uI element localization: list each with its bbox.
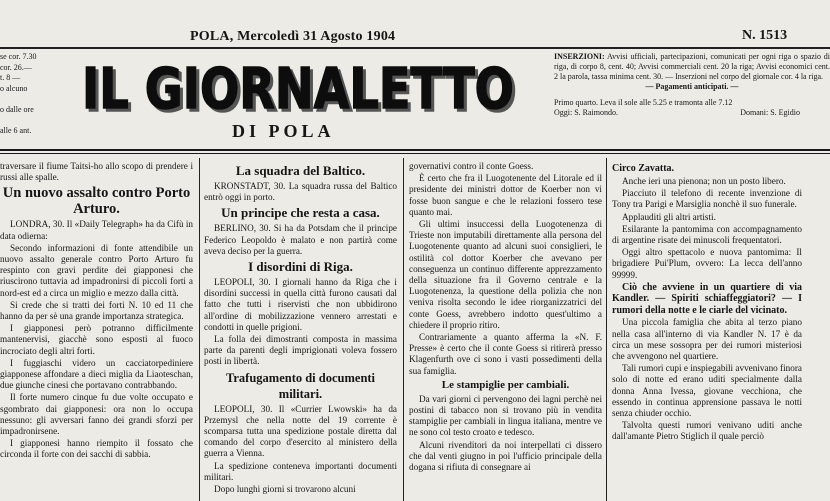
header-rule-thin (0, 153, 830, 154)
article-headline: La squadra del Baltico. (235, 163, 366, 178)
top-rule (0, 47, 830, 49)
column-2 (204, 161, 397, 501)
article-text: La folla dei dimostranti composta in massima parte da parenti degli imprigionati voleva fossero posti in libertà. (204, 334, 397, 367)
article-text: Gli ultimi insuccessi della Luogotenenza di Trieste non imputabili direttamente alla persona del Luogotenente quanto ad alcuni suoi consiglieri, le ostilità col dottor Koerber che avevano per conseguenza un continuo differente apprezzamento della situazione fra il Governo centrale e la Luogotenenza, la questione della polizia che non veniva risolta secondo le idee riorganizzatrici del conte Goess, avrebbero indotto quest'ultimo a chiedere il proprio ritiro. (409, 219, 602, 330)
article-text: I giapponesi hanno riempito il fossato che circonda il forte con dei sacchi di sabbia. (0, 438, 193, 460)
ads-payment: — Pagamenti anticipati. — (645, 82, 739, 91)
article-text: Contrariamente a quanto afferma la «N. F. Presse» è certo che il conte Goess si ritirerà presso Klagenfurth ove ci sono i vasti possedimenti della sua famiglia. (409, 332, 602, 376)
masthead-title (80, 56, 520, 116)
article-text: È certo che fra il Luogotenente del Litorale ed il presidente dei ministri dottor de Koerber non vi fosse buon sangue e che le relazioni fossero tese quanto mai. (409, 173, 602, 217)
almanac (554, 98, 830, 118)
article-text: Secondo informazioni di fonte attendibile un nuovo assalto generale contro Porto Arturo fu respinto con gravi perdite dei giapponesi che riuscirono tuttavia ad impadronirsi di piccoli forti a nord-est ed a circa un miglio e mezzo dalla città. (0, 242, 193, 298)
subscription-line: o alcuno (0, 83, 28, 93)
article-headline: Un nuovo assalto contro Porto Arturo. (2, 185, 191, 218)
ads-box (554, 52, 830, 118)
ads-text (554, 52, 830, 82)
subscription-line (0, 94, 62, 105)
article-text: BERLINO, 30. Si ha da Potsdam che il principe Federico Leopoldo è malato e non partirà come aveva deciso per la guerra. (204, 223, 397, 256)
article-text: Piacciuto il telefono di recente invenzione di Tony tra Parigi e Marsiglia nonchè il suo funerale. (612, 188, 802, 210)
ads-body: Avvisi ufficiali, partecipazioni, comunicati per ogni riga o spazio di riga, di corpo 8, cent. 40; Avvisi commerciali cent. 20 la riga; Avvisi economici cent. 2 la parola, tassa minima cent. 30. — Inserzioni nel corpo del giornale cor. 4 la riga. (554, 52, 830, 81)
article-text: Si crede che si tratti dei forti N. 10 ed 11 che hanno da per sè una grande importanza strategica. (0, 299, 193, 322)
article-text: Il forte numero cinque fu due volte occupato e sgombrato dai giapponesi: ora non lo occupa nessuno: gli avversari fanno dei grandi sforzi per impadronirsene. (0, 392, 193, 437)
subscription-line: cor. 26.— (0, 62, 32, 72)
article-text: Anche ieri una pienona; non un posto libero. (622, 176, 786, 186)
saint-tomorrow: Domani: S. Egidio (740, 108, 800, 117)
article-headline: I disordini di Riga. (248, 259, 353, 275)
article-headline: Trafugamento di documenti militari. (225, 370, 376, 401)
column-rule (606, 158, 607, 501)
article-text: LEOPOLI, 30. I giornali hanno da Riga che i disordini successi in quella città furono causati dal fatto che tutti i riservisti che non ubbidirono all'ordine di mobilizzazione vennero arrestati e condotti in quelle prigioni. (204, 277, 397, 332)
article-text: governativi contro il conte Goess. (409, 161, 534, 171)
header-rule (0, 149, 830, 151)
article-text: Applauditi gli altri artisti. (622, 211, 716, 222)
article-text: Tali rumori cupi e inspiegabili avvenivano finora solo di notte ed erano uditi specialmente dalla donna Anna Ivessa, giovane vecchiona, che essendo in continua apprensione passava le notti senza chiuder occhio. (612, 363, 802, 418)
article-text: Esilarante la pantomima con accompagnamento di argentine risate dei minuscoli frequentatori. (612, 223, 802, 246)
article-headline: Circo Zavatta. (612, 163, 675, 174)
subscription-box (0, 52, 62, 136)
issue-number: N. 1513 (742, 28, 788, 43)
subscription-line: alle 6 ant. (0, 125, 32, 135)
masthead-subtitle: DI POLA (232, 121, 335, 141)
article-text: I giapponesi però potranno difficilmente mantenervisi, giacchè sono esposti al fuoco incrociato degli altri forti. (0, 323, 193, 356)
article-text: traversare il fiume Taitsi-ho allo scopo di prendere i russi alle spalle. (0, 161, 193, 183)
article-text: KRONSTADT, 30. La squadra russa del Baltico entrò oggi in porto. (204, 181, 397, 203)
article-text: Una piccola famiglia che abita al terzo piano nella casa all'interno di via Kandler N. 17 è da circa un mese sossopra per dei rumori misteriosi che avvengono nel quartiere. (612, 317, 802, 361)
subscription-line: o dalle ore (0, 104, 34, 114)
article-text: Talvolta questi rumori venivano uditi anche dall'amante Pietro Stiglich il quale perciò (612, 420, 802, 442)
subscription-line: t. 8 — (0, 73, 21, 82)
subscription-line (0, 115, 62, 126)
ads-heading: INSERZIONI: (554, 52, 605, 61)
article-text: LONDRA, 30. Il «Daily Telegraph» ha da Cifù in data odierna: (0, 219, 193, 241)
masthead-svg (80, 56, 520, 118)
column-1 (0, 161, 193, 501)
article-headline: Le stampiglie per cambiali. (441, 378, 570, 391)
article-text: Oggi altro spettacolo e nuova pantomima: Il brigadiere Pui'Plum, ovvero: La lecca dell'anno 99999. (612, 247, 802, 280)
saint-today: Oggi: S. Raimondo. (554, 108, 619, 117)
column-4 (612, 161, 802, 501)
almanac-saints (554, 108, 830, 118)
article-text: I fuggiaschi videro un cacciatorpediniere giapponese affondare a dieci miglia da Liaoteschan, due giunche cinesi che portavano contrabbando. (0, 357, 193, 391)
article-headline: Ciò che avviene in un quartiere di via Kandler. — Spiriti schiaffeggiatori? — I rumori della notte e le ciarle del vicinato. (612, 281, 802, 316)
subscription-line: se cor. 7.30 (0, 52, 37, 61)
column-rule (403, 158, 404, 501)
article-headline: Un principe che resta a casa. (221, 205, 380, 221)
article-text: Dopo lunghi giorni si trovarono alcuni (214, 484, 356, 495)
masthead-text: IL GIORNALETTO (82, 57, 514, 118)
article-text: LEOPOLI, 30. Il «Currier Lwowski» ha da Przemysl che nella notte del 19 corrente è scomparsa tutta una spedizione postale diretta dal comando del corpo d'esercito al ministero della guerra a Vienna. (204, 403, 397, 459)
article-text: La spedizione conteneva importanti documenti militari. (204, 460, 397, 482)
article-text: Alcuni rivenditori da noi interpellati ci dissero che dal venti giugno in poi l'ufficio principale della dogana si rifiuta di consegnare ai (409, 439, 602, 473)
column-rule (199, 158, 200, 501)
almanac-moon: Primo quarto. Leva il sole alle 5.25 e tramonta alle 7.12 (554, 98, 733, 107)
dateline: POLA, Mercoledì 31 Agosto 1904 (190, 29, 396, 44)
column-3 (409, 161, 602, 501)
article-text: Da vari giorni ci pervengono dei lagni perchè nei postini di tabacco non si trovano più in vendita stampiglie per cambiali in lingua italiana, mentre ve ne sono col testo croato e tedesco. (409, 393, 602, 438)
